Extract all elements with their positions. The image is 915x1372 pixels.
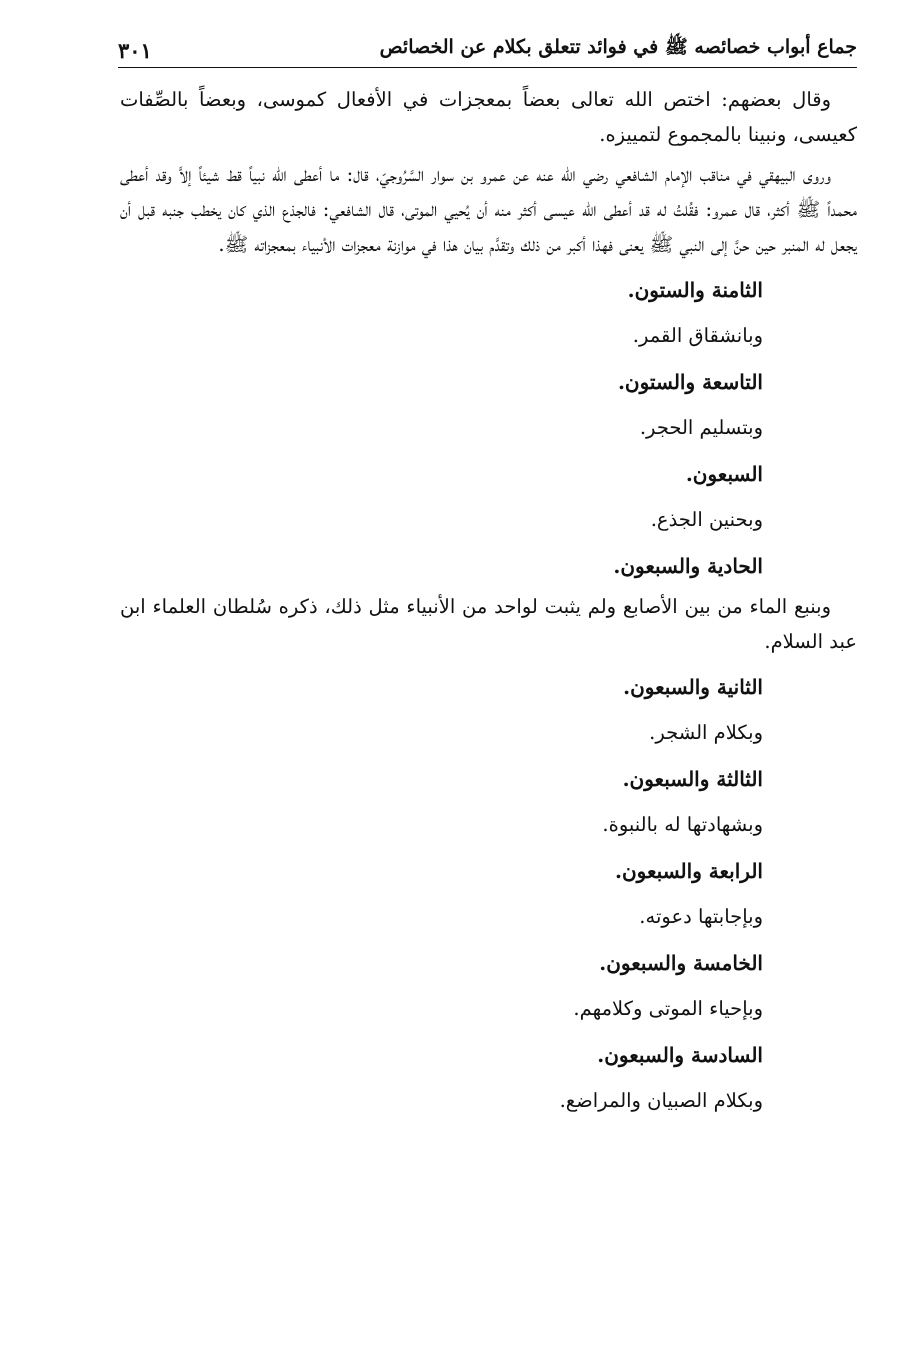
running-title: جماع أبواب خصائصه ﷺ في فوائد تتعلق بكلام عن الخصائص — [379, 36, 857, 58]
page-body — [120, 82, 857, 1124]
section-text: وبانشقاق القمر. — [632, 324, 763, 347]
section-heading: الرابعة والسبعون. — [615, 859, 763, 883]
paragraph: وقال بعضهم: اختص الله تعالى بعضاً بمعجزات في الأفعال كموسى، وبعضاً بالصِّفات كعيسى، ونبينا بالمجموع لتمييزه. — [120, 88, 857, 146]
section-text: وبإحياء الموتى وكلامهم. — [573, 997, 763, 1020]
section-heading: الثالثة والسبعون. — [622, 767, 763, 791]
section-heading: الحادية والسبعون. — [613, 554, 763, 578]
section-heading: الخامسة والسبعون. — [599, 951, 763, 975]
section-text: وبحنين الجذع. — [650, 508, 763, 531]
section-text: وبتسليم الحجر. — [639, 416, 763, 439]
section-text: وبشهادتها له بالنبوة. — [602, 813, 763, 836]
paragraph: وبنبع الماء من بين الأصابع ولم يثبت لواحد من الأنبياء مثل ذلك، ذكره سُلطان العلماء ابن عبد السلام. — [120, 595, 857, 653]
section-text: وبكلام الشجر. — [649, 721, 763, 744]
section-text: وبإجابتها دعوته. — [639, 905, 763, 928]
paragraph: وروى البيهقي في مناقب الإمام الشافعي رضي الله عنه عن عمرو بن سوار السَّرُوجيّ، قال: ما أعطى الله نبياً قط شيئاً إلاَّ وقد أعطى محمداً ﷺ أكثر، قال عمرو: فقُلتُ له قد أعطى الله عيسى أكثر منه أن يُحيي الموتى، قال الشافعي: فالجذع الذي كان يخطب جنبه قبل أن يجعل له المنبر حين حنَّ إلى النبي ﷺ يعنى فهذا أكبر من ذلك وتقدَّم بيان هذا في موازنة معجزات الأنبياء بمعجزاته ﷺ. — [120, 163, 857, 256]
page-number: ٣٠١ — [118, 38, 152, 63]
section-text: وبكلام الصبيان والمراضع. — [559, 1089, 763, 1112]
section-heading: السادسة والسبعون. — [597, 1043, 763, 1067]
section-heading: السبعون. — [685, 462, 763, 486]
section-heading: الثامنة والستون. — [627, 278, 763, 302]
section-heading: التاسعة والستون. — [617, 370, 763, 394]
running-header — [118, 30, 857, 68]
section-heading: الثانية والسبعون. — [623, 675, 763, 699]
